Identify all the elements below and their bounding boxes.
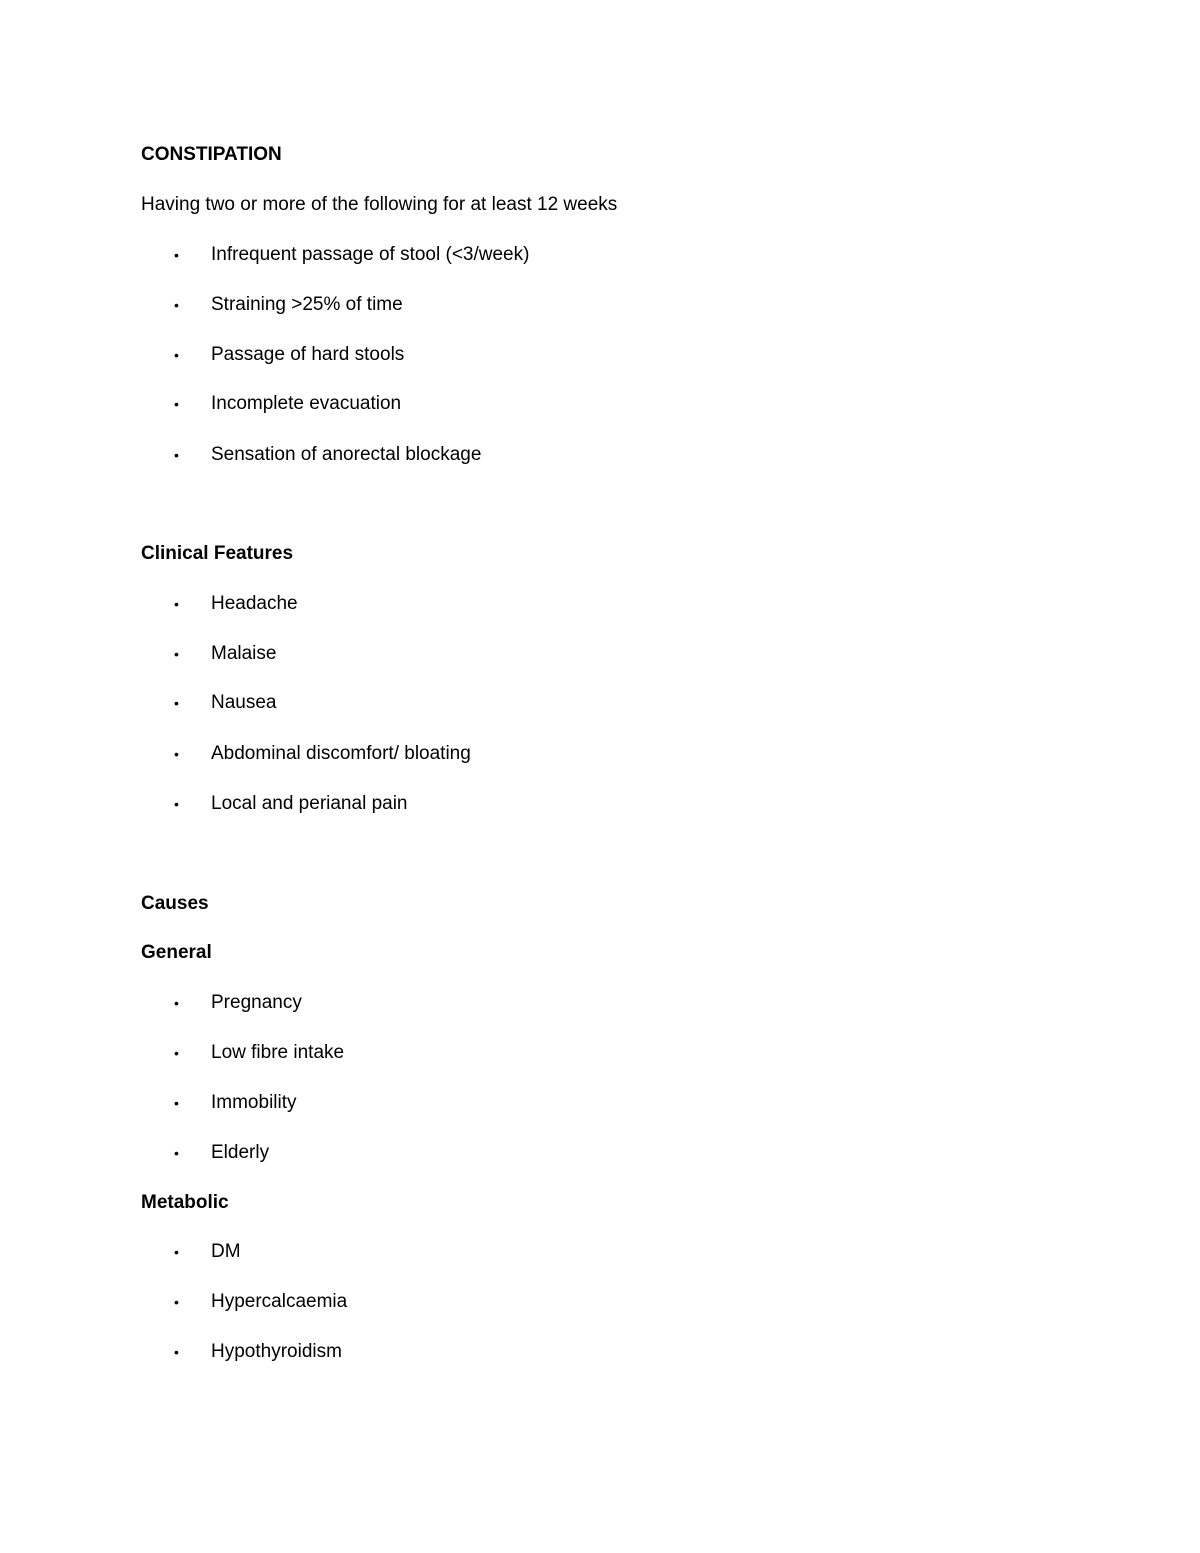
list-item-text: Hypothyroidism [211,1341,342,1362]
list-item [0,293,1200,317]
subsection-heading-metabolic: Metabolic [141,1192,229,1213]
bullet-icon: • [174,1344,179,1360]
list-item-text: Straining >25% of time [211,294,403,315]
list-item [0,1041,1200,1065]
list-item [0,1340,1200,1364]
intro-text: Having two or more of the following for at least 12 weeks [141,194,618,215]
bullet-icon: • [174,396,179,412]
bullet-icon: • [174,347,179,363]
list-item [0,1141,1200,1165]
bullet-icon: • [174,247,179,263]
list-item-text: Elderly [211,1142,270,1163]
bullet-icon: • [174,447,179,463]
list-item [0,742,1200,766]
list-item [0,1290,1200,1314]
bullet-icon: • [174,297,179,313]
list-item [0,243,1200,267]
bullet-icon: • [174,1145,179,1161]
bullet-icon: • [174,1045,179,1061]
list-item [0,443,1200,467]
bullet-icon: • [174,596,179,612]
list-item [0,392,1200,416]
list-item [0,1240,1200,1264]
list-item [0,592,1200,616]
list-item [0,792,1200,816]
bullet-icon: • [174,796,179,812]
bullet-icon: • [174,995,179,1011]
list-item-text: Headache [211,593,298,614]
bullet-icon: • [174,646,179,662]
list-item-text: Malaise [211,643,277,664]
list-item [0,991,1200,1015]
list-item [0,343,1200,367]
list-item-text: Passage of hard stools [211,344,405,365]
list-item-text: Infrequent passage of stool (<3/week) [211,244,530,265]
list-item-text: Pregnancy [211,992,302,1013]
bullet-icon: • [174,1095,179,1111]
bullet-icon: • [174,1294,179,1310]
bullet-icon: • [174,1244,179,1260]
section-heading-clinical-features: Clinical Features [141,543,294,564]
document-title: CONSTIPATION [141,144,282,165]
section-heading-causes: Causes [141,893,209,914]
list-item-text: DM [211,1241,241,1262]
list-item-text: Incomplete evacuation [211,393,402,414]
list-item [0,1091,1200,1115]
list-item-text: Local and perianal pain [211,793,408,814]
list-item-text: Immobility [211,1092,297,1113]
bullet-icon: • [174,695,179,711]
list-item [0,642,1200,666]
list-item-text: Abdominal discomfort/ bloating [211,743,471,764]
list-item-text: Hypercalcaemia [211,1291,348,1312]
list-item [0,691,1200,715]
list-item-text: Sensation of anorectal blockage [211,444,482,465]
list-item-text: Nausea [211,692,277,713]
subsection-heading-general: General [141,942,212,963]
bullet-icon: • [174,746,179,762]
list-item-text: Low fibre intake [211,1042,345,1063]
